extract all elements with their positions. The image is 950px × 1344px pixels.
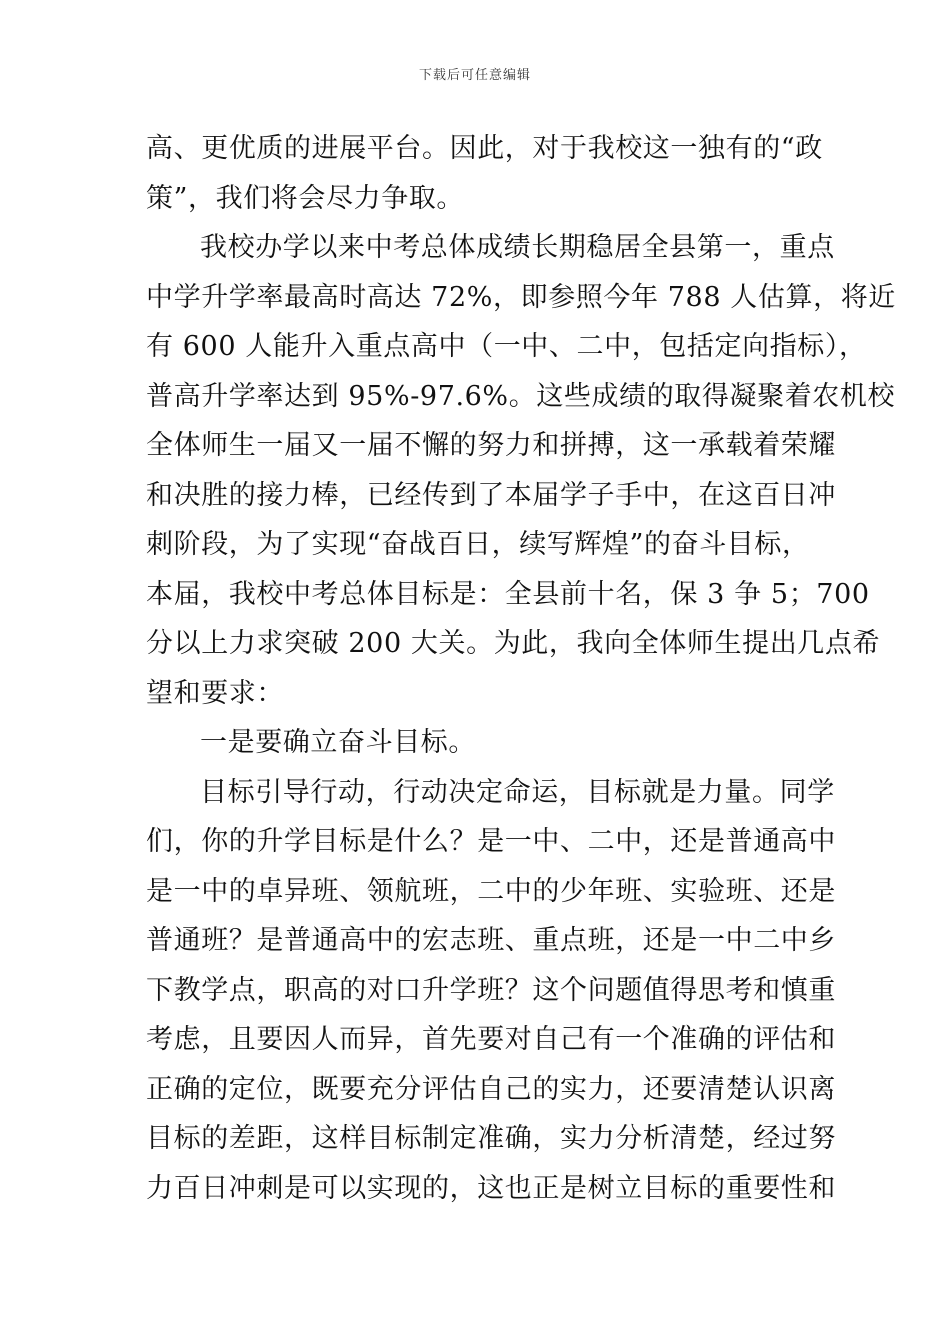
text-line: 普高升学率达到 95%-97.6%。这些成绩的取得凝聚着农机校: [146, 380, 896, 412]
text-line: 正确的定位，既要充分评估自己的实力，还要清楚认识离: [146, 1073, 836, 1105]
text-line: 刺阶段，为了实现“奋战百日，续写辉煌”的奋斗目标，: [146, 529, 810, 560]
text-line: 全体师生一届又一届不懈的努力和拼搏，这一承载着荣耀: [146, 430, 836, 461]
text-line: 是一中的卓异班、领航班，二中的少年班、实验班、还是: [146, 875, 836, 907]
text-line: 望和要求：: [146, 677, 284, 709]
text-line: 分以上力求突破 200 大关。为此，我向全体师生提出几点希: [146, 628, 881, 659]
text-line: 本届，我校中考总体目标是：全县前十名，保 3 争 5；700: [146, 578, 870, 610]
text-line: 有 600 人能升入重点高中（一中、二中，包括定向指标），: [146, 331, 867, 362]
text-line: 普通班？是普通高中的宏志班、重点班，还是一中二中乡: [146, 925, 836, 956]
document-body: [146, 124, 896, 1213]
text-line: 下教学点，职高的对口升学班？这个问题值得思考和慎重: [146, 974, 836, 1006]
text-line: 目标引导行动，行动决定命运，目标就是力量。同学: [200, 776, 835, 808]
page-header: 下载后可任意编辑: [418, 68, 531, 83]
text-line: 和决胜的接力棒，已经传到了本届学子手中，在这百日冲: [146, 479, 836, 511]
text-line: 目标的差距，这样目标制定准确，实力分析清楚，经过努: [146, 1123, 836, 1154]
text-line: 力百日冲刺是可以实现的，这也正是树立目标的重要性和: [146, 1172, 836, 1204]
text-line: 我校办学以来中考总体成绩长期稳居全县第一，重点: [200, 232, 835, 263]
text-line: 考虑，且要因人而异，首先要对自己有一个准确的评估和: [146, 1024, 836, 1055]
section-heading: 一是要确立奋斗目标。: [200, 727, 476, 758]
text-line: 高、更优质的进展平台。因此，对于我校这一独有的“政: [146, 133, 823, 164]
text-line: 中学升学率最高时高达 72%，即参照今年 788 人估算，将近: [146, 281, 896, 313]
text-line: 们，你的升学目标是什么？是一中、二中，还是普通高中: [146, 826, 836, 857]
text-line: 策”，我们将会尽力争取。: [146, 182, 465, 214]
